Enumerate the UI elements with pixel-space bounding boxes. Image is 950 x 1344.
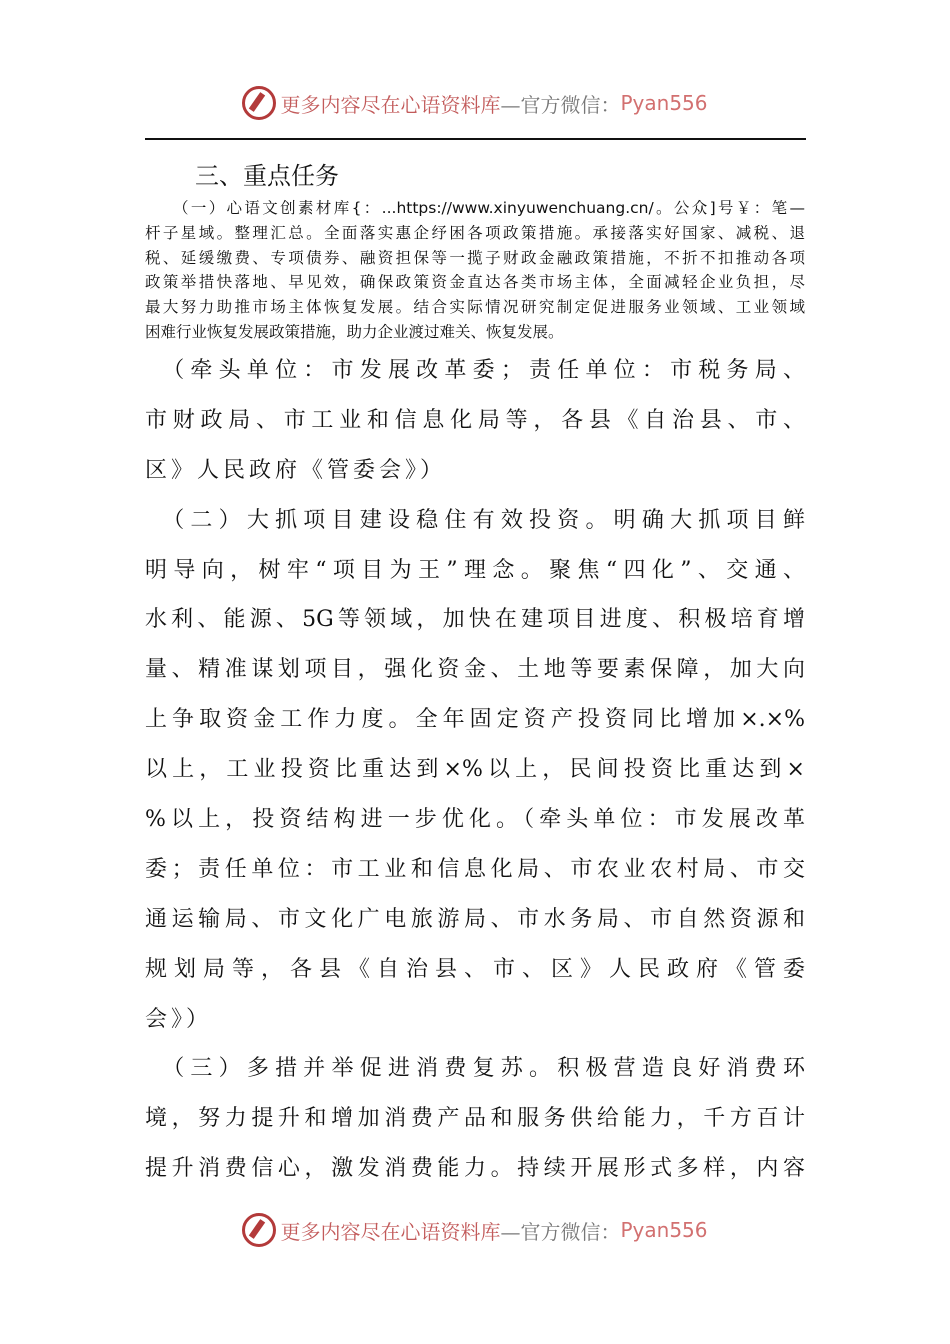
text-line: 区》人民政府《管委会》） bbox=[145, 457, 447, 483]
text-line: 会》） bbox=[145, 1006, 213, 1032]
pen-logo-icon bbox=[242, 1213, 276, 1247]
header-watermark: 更多内容尽在心语资料库 —官方微信： Pyan556 bbox=[0, 86, 950, 120]
section-heading: 三、重点任务 bbox=[195, 162, 339, 190]
text-line: 最大努力助推市场主体恢复发展。结合实际情况研究制定促进服务业领域、工业领域 bbox=[145, 298, 805, 317]
text-line: 以上，工业投资比重达到×%以上，民间投资比重达到× bbox=[145, 757, 805, 783]
text-line: 政策举措快落地、早见效，确保政策资金直达各类市场主体，全面减轻企业负担，尽 bbox=[145, 273, 805, 292]
text-line: 困难行业恢复发展政策措施，助力企业渡过难关、恢复发展。 bbox=[145, 322, 564, 341]
text-line: （三）多措并举促进消费复苏。积极营造良好消费环 bbox=[145, 1056, 805, 1082]
header-rule bbox=[145, 138, 806, 140]
text-line: 量、精准谋划项目，强化资金、土地等要素保障，加大向 bbox=[145, 657, 805, 683]
text-line: 市财政局、市工业和信息化局等，各县《自治县、市、 bbox=[145, 407, 805, 433]
text-line: （牵头单位：市发展改革委；责任单位：市税务局、 bbox=[145, 358, 805, 383]
text-line: %以上，投资结构进一步优化。（牵头单位：市发展改革 bbox=[145, 807, 805, 833]
text-line: （二）大抓项目建设稳住有效投资。明确大抓项目鲜 bbox=[145, 507, 805, 533]
text-line: 杆子星域。整理汇总。全面落实惠企纾困各项政策措施。承接落实好国家、减税、退 bbox=[145, 223, 805, 242]
text-line: 上争取资金工作力度。全年固定资产投资同比增加×.×% bbox=[145, 707, 805, 733]
text-line: 水利、能源、5G等领域，加快在建项目进度、积极培育增 bbox=[145, 607, 805, 633]
text-line: 税、延缓缴费、专项债券、融资担保等一揽子财政金融政策措施，不折不扣推动各项 bbox=[145, 248, 805, 267]
text-line: 通运输局、市文化广电旅游局、市水务局、市自然资源和 bbox=[145, 906, 805, 932]
body-text bbox=[145, 346, 805, 1194]
paragraph-1 bbox=[145, 196, 805, 345]
footer-watermark: 更多内容尽在心语资料库 —官方微信： Pyan556 bbox=[0, 1213, 950, 1247]
pen-logo-icon bbox=[242, 86, 276, 120]
text-line: 明导向，树牢“项目为王”理念。聚焦“四化”、交通、 bbox=[145, 557, 805, 583]
text-line: （一）心语文创素材库{：...https://www.xinyuwenchuang.cn/。公众]号￥：笔— bbox=[145, 199, 805, 217]
text-line: 委；责任单位：市工业和信息化局、市农业农村局、市交 bbox=[145, 856, 805, 882]
text-line: 规划局等，各县《自治县、市、区》人民政府《管委 bbox=[145, 956, 805, 982]
text-line: 提升消费信心，激发消费能力。持续开展形式多样，内容 bbox=[145, 1156, 805, 1182]
text-line: 境，努力提升和增加消费产品和服务供给能力，千方百计 bbox=[145, 1106, 805, 1132]
